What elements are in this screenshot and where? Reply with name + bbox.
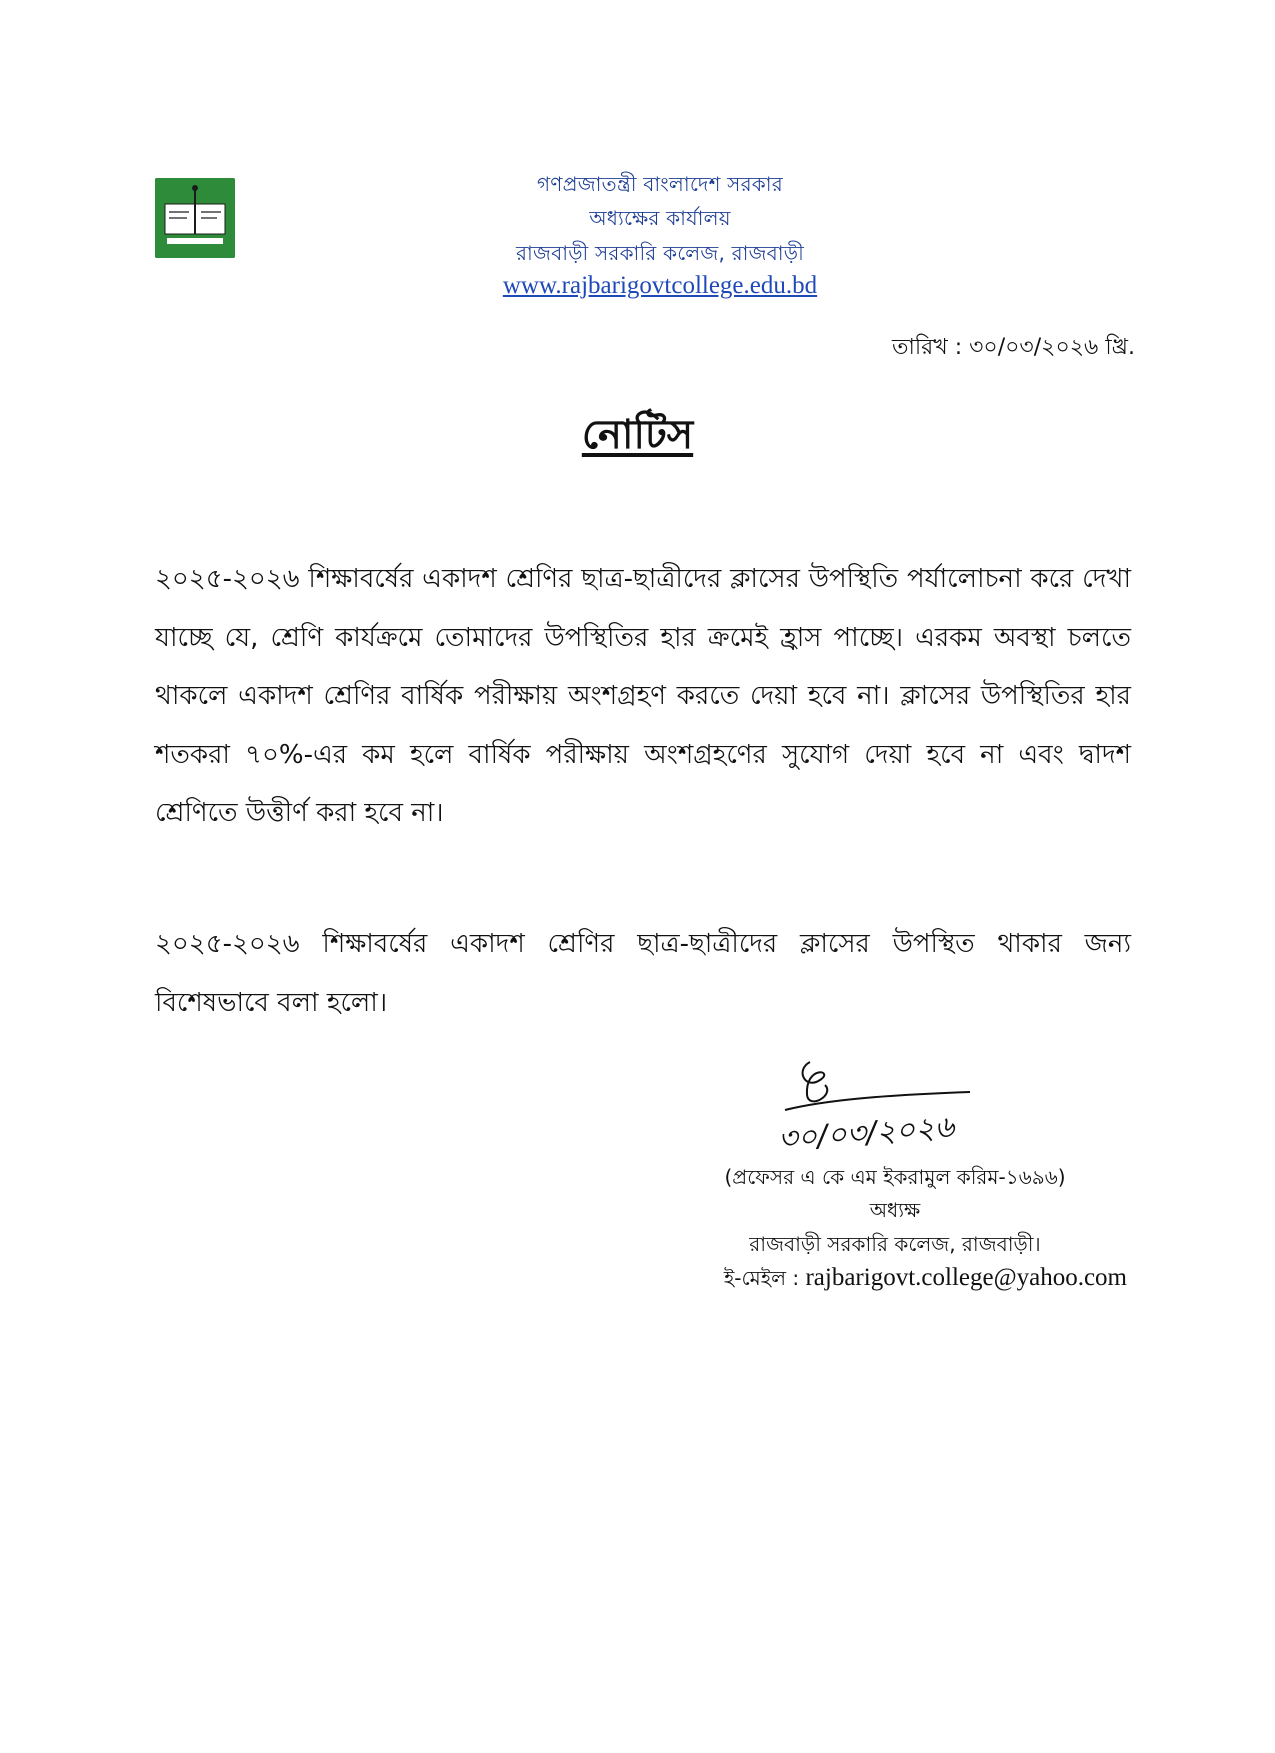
email-address[interactable]: rajbarigovt.college@yahoo.com bbox=[805, 1264, 1127, 1291]
email-line bbox=[724, 1264, 1127, 1297]
notice-paragraph-2: ২০২৫-২০২৬ শিক্ষাবর্ষের একাদশ শ্রেণির ছাত্র-ছাত্রীদের ক্লাসের উপস্থিত থাকার জন্য বিশেষভাবে বলা হলো। bbox=[155, 929, 1131, 1018]
signatory-designation: অধ্যক্ষ bbox=[869, 1198, 921, 1222]
notice-paragraph-1: ২০২৫-২০২৬ শিক্ষাবর্ষের একাদশ শ্রেণির ছাত্র-ছাত্রীদের ক্লাসের উপস্থিতি পর্যালোচনা করে দেখা যাচ্ছে যে, শ্রেণি কার্যক্রমে তোমাদের উপস্থিতির হার ক্রমেই হ্রাস পাচ্ছে। এরকম অবস্থা চলতে থাকলে একাদশ শ্রেণির বার্ষিক পরীক্ষায় অংশগ্রহণ করতে দেয়া হবে না। ক্লাসের উপস্থিতির হার শতকরা ৭০%-এর কম হলে বার্ষিক পরীক্ষায় অংশগ্রহণের সুযোগ দেয়া হবে না এবং দ্বাদশ শ্রেণিতে উত্তীর্ণ করা হবে না। bbox=[155, 564, 1131, 828]
email-label: ই-মেইল : bbox=[723, 1266, 800, 1290]
notice-date: তারিখ : ৩০/০৩/২০২৬ খ্রি. bbox=[891, 335, 1135, 360]
notice-title bbox=[0, 403, 1275, 470]
government-title: গণপ্রজাতন্ত্রী বাংলাদেশ সরকার bbox=[537, 172, 783, 196]
college-logo bbox=[155, 178, 235, 258]
website-link[interactable]: www.rajbarigovtcollege.edu.bd bbox=[502, 272, 818, 299]
college-title: রাজবাড়ী সরকারি কলেজ, রাজবাড়ী bbox=[515, 241, 805, 265]
office-title: অধ্যক্ষের কার্যালয় bbox=[589, 206, 731, 230]
signatory-name: (প্রফেসর এ কে এম ইকরামুল করিম-১৬৯৬) bbox=[724, 1165, 1066, 1189]
book-emblem-icon bbox=[155, 178, 235, 258]
signature-date: ৩০/০৩/২০২৬ bbox=[776, 1109, 956, 1157]
signatory-institution: রাজবাড়ী সরকারি কলেজ, রাজবাড়ী। bbox=[749, 1232, 1041, 1256]
notice-title-text: নোটিস bbox=[581, 412, 694, 458]
